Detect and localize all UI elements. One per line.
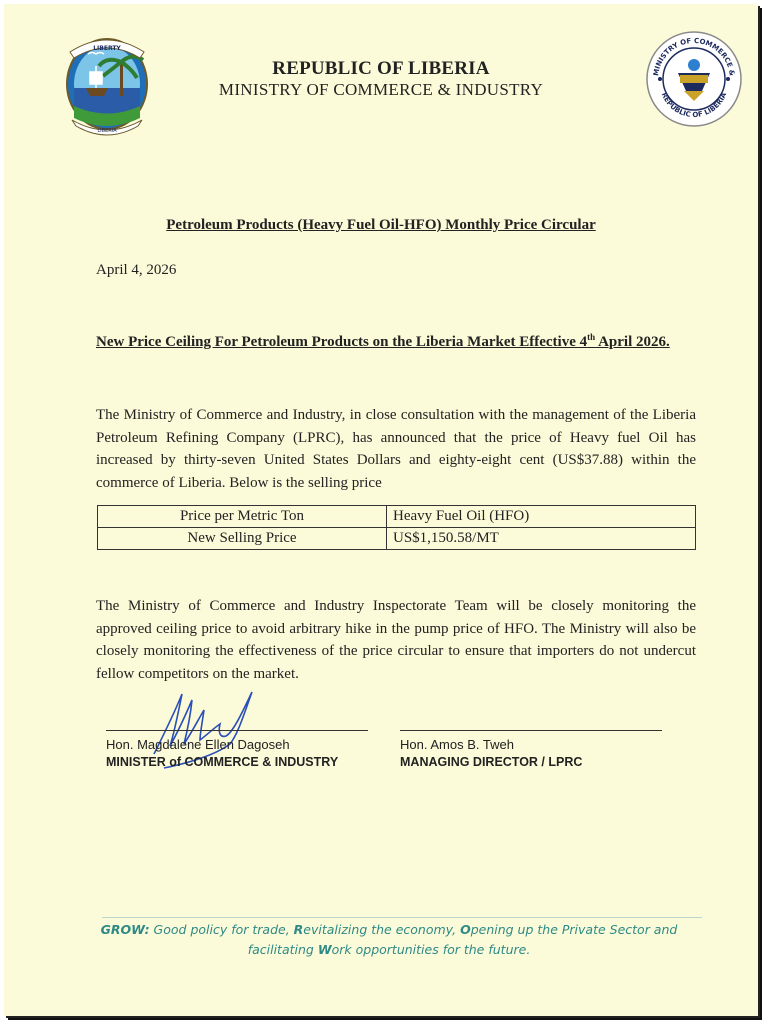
footer-grow: GROW: — [100, 922, 150, 937]
svg-text:REPUBLIC OF LIBERIA: REPUBLIC OF LIBERIA — [659, 91, 729, 120]
footer-text-1: Good policy for trade, — [149, 922, 294, 937]
signatory-title-minister: MINISTER of COMMERCE & INDUSTRY — [106, 755, 339, 769]
signature-line-right — [400, 730, 662, 731]
republic-heading: REPUBLIC OF LIBERIA — [272, 58, 490, 79]
footer-letter-w: W — [317, 942, 332, 957]
signatory-name-minister: Hon. Magdalene Ellen Dagoseh — [106, 737, 290, 752]
subject-line — [96, 327, 686, 353]
ministry-heading: MINISTRY OF COMMERCE & INDUSTRY — [218, 80, 544, 99]
svg-text:LIBERIA: LIBERIA — [97, 128, 117, 134]
footer-text-3: pening up the Private Sector and facilitating — [247, 922, 678, 957]
table-cell-value: Heavy Fuel Oil (HFO) — [387, 506, 696, 528]
footer-letter-o: O — [460, 922, 471, 937]
svg-text:MINISTRY OF COMMERCE &: MINISTRY OF COMMERCE & — [652, 36, 736, 77]
footer-slogan — [84, 920, 694, 960]
footer-letter-r: R — [293, 922, 304, 937]
signature-line-left — [106, 730, 368, 731]
document-date: April 4, 2026 — [96, 262, 177, 278]
signatory-name-lprc: Hon. Amos B. Tweh — [400, 737, 514, 752]
svg-text:LIBERTY: LIBERTY — [93, 45, 121, 52]
signatory-title-lprc: MANAGING DIRECTOR / LPRC — [400, 755, 583, 769]
table-row — [98, 506, 696, 528]
table-cell-label: New Selling Price — [98, 528, 387, 550]
subject-main: New Price Ceiling For Petroleum Products on the Liberia Market Effective 4 — [96, 334, 588, 350]
footer-text-2: evitalizing the economy, — [303, 922, 461, 937]
price-table — [97, 505, 696, 550]
subject-tail: April 2026. — [595, 334, 670, 350]
table-cell-value: US$1,150.58/MT — [387, 528, 696, 550]
announcement-paragraph: The Ministry of Commerce and Industry, in close consultation with the management of the Liberia Petroleum Refining Company (LPRC), has announced that the price of Heavy fuel Oil has increased by thirty-seven United States Dollars and eighty-eight cent (US$37.88) within the commerce of Liberia. Below is the selling price — [96, 407, 696, 491]
circular-title: Petroleum Products (Heavy Fuel Oil-HFO) Monthly Price Circular — [166, 217, 596, 233]
subject-superscript: th — [587, 332, 596, 342]
monitoring-paragraph: The Ministry of Commerce and Industry Inspectorate Team will be closely monitoring the approved ceiling price to avoid arbitrary hike in the pump price of HFO. The Ministry will also be closely monitoring the effectiveness of the price circular to ensure that importers do not undercut fellow competitors on the market. — [96, 598, 696, 682]
footer-text-4: ork opportunities for the future. — [331, 942, 531, 957]
table-row — [98, 528, 696, 550]
table-cell-label: Price per Metric Ton — [98, 506, 387, 528]
document-page — [4, 4, 758, 1016]
footer-divider — [102, 917, 702, 918]
